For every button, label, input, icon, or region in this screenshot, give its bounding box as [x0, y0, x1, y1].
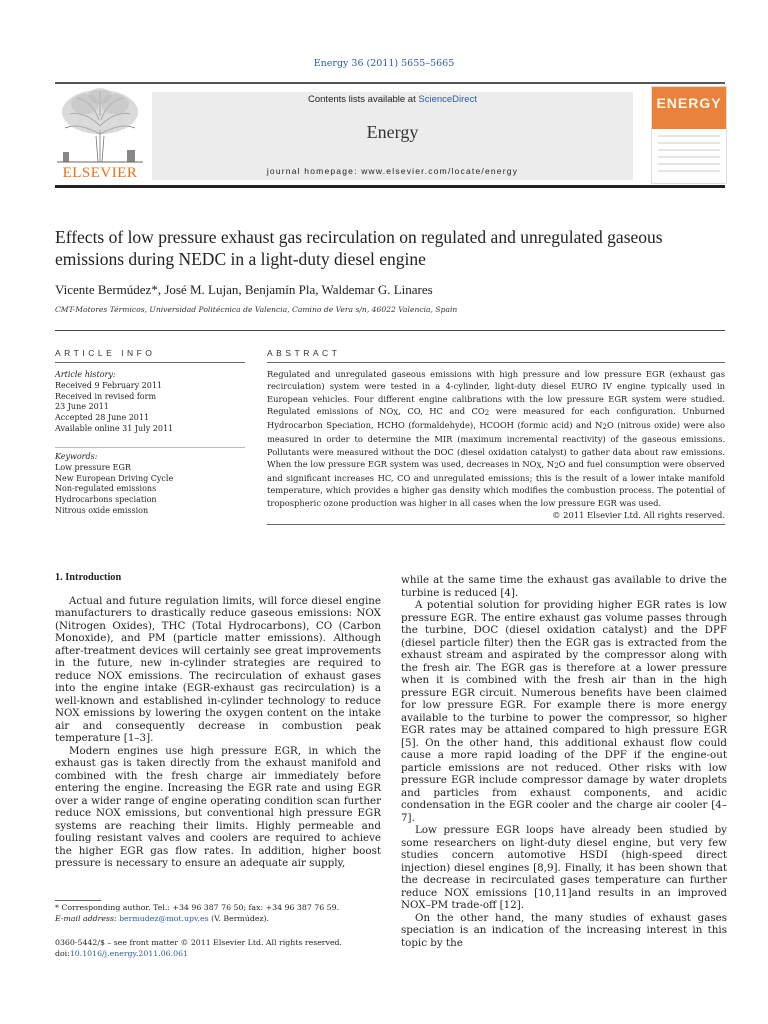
article-authors: Vicente Bermúdez*, José M. Lujan, Benjamín Pla, Waldemar G. Linares: [55, 282, 433, 297]
contents-availability: [152, 94, 633, 105]
footnote-rule: [55, 900, 101, 901]
keyword-item: Hydrocarbons speciation: [55, 495, 157, 505]
keywords: [55, 452, 245, 517]
journal-header-box: [152, 92, 633, 180]
contents-prefix: Contents lists available at: [308, 94, 419, 105]
doi-line: [55, 948, 385, 959]
body-paragraph: A potential solution for providing higher EGR rates is low pressure EGR. The entire exhaust gas volume passes through the turbine, DOC (diesel oxidation catalyst) and the DPF (diesel particle filter) then the EGR gas is extracted from the exhaust stream and aspirated by the compressor along with the fresh air. The EGR gas is therefore at a lower pressure when it is combined with the fresh air than in the high pressure EGR circuit. Numerous benefits have been claimed for low pressure EGR. For example there is more energy available to the turbine to power the compressor, so higher EGR rates may be attained compared to high pressure EGR [5]. On the other hand, this additional exhaust flow could cause a more rapid loading of the DPF if the engine-out particle emissions are not reduced. Other risks with low pressure EGR include compressor damage by water droplets and particles from exhaust components, and acidic condensation in the EGR cooler and the charge air cooler [4–7].: [401, 599, 727, 824]
keyword-item: New European Driving Cycle: [55, 473, 174, 483]
abstract-text: [267, 368, 725, 521]
publisher-logo[interactable]: [55, 86, 145, 182]
keyword-item: Non-regulated emissions: [55, 484, 157, 494]
body-left-column: [55, 572, 381, 870]
article-history: [55, 370, 245, 435]
cover-band: [652, 87, 726, 129]
body-paragraph: while at the same time the exhaust gas available to drive the turbine is reduced [4].: [401, 574, 727, 599]
publisher-logo-text: ELSEVIER: [62, 165, 138, 181]
email-label: E-mail address:: [55, 913, 120, 923]
email-suffix: (V. Bermúdez).: [208, 913, 270, 923]
keyword-item: Nitrous oxide emission: [55, 505, 149, 515]
article-info-heading: ARTICLE INFO: [55, 348, 156, 358]
tree-icon: [55, 86, 145, 164]
author-email-link[interactable]: bermudez@mot.upv.es: [119, 913, 209, 923]
body-right-column: [401, 574, 727, 949]
history-item: Received 9 February 2011: [55, 380, 163, 390]
body-paragraph: Low pressure EGR loops have already been studied by some researchers on light-duty diesel engine, but very few studies concern automotive HSDI (high-speed direct injection) diesel engines [8,9]. Finally, it has been shown that the decrease in recirculated gases temperature can further reduce NOX emissions [10,11]and results in an improved NOX–PM trade-off [12].: [401, 824, 727, 911]
header-bottom-rule: [55, 185, 725, 188]
email-line: [55, 914, 385, 925]
corresponding-author-contact: * Corresponding author. Tel.: +34 96 387 76 50; fax: +34 96 387 76 59.: [55, 903, 340, 912]
history-item: Received in revised form: [55, 391, 157, 401]
body-paragraph: Modern engines use high pressure EGR, in which the exhaust gas is taken directly from the exhaust manifold and combined with the fresh charge air immediately before entering the engine. Increasing the EGR rate and using EGR over a wider range of engine operating condition scan further reduce NOX emissions, but conventional high pressure EGR systems are reaching their limits. Highly permeable and fouling resistant valves and coolers are required to achieve the higher EGR gas flow rates. In addition, higher boost pressure is necessary to ensure an adequate air supply,: [55, 744, 381, 869]
article-history-label: Article history:: [55, 370, 116, 379]
cover-title: ENERGY: [656, 95, 722, 111]
abstract-top-rule: [267, 362, 725, 363]
keywords-divider: [55, 447, 245, 448]
journal-citation-link[interactable]: Energy 36 (2011) 5655–5665: [313, 58, 455, 69]
journal-cover-image[interactable]: [651, 86, 727, 184]
sciencedirect-link[interactable]: ScienceDirect: [418, 94, 477, 105]
history-item: Accepted 28 June 2011: [55, 413, 150, 423]
abstract-bottom-rule: [267, 524, 725, 525]
body-paragraph: Actual and future regulation limits, will force diesel engine manufacturers to drastically reduce gaseous emissions: NOX (Nitrogen Oxides), THC (Total Hydrocarbons), CO (Carbon Monoxide), and PM (particle matter emissions). Although after-treatment devices will certainly see great improvements in the future, new in-cylinder strategies are required to reduce NOX emissions. The recirculation of exhaust gases into the engine intake (EGR-exhaust gas recirculation) is a well-known and established in-cylinder technology to reduce NOX emissions by lowering the oxygen content on the intake air and consequently decrease in combustion peak temperature [1–3].: [55, 594, 381, 744]
article-title: Effects of low pressure exhaust gas recirculation on regulated and unregulated gaseous emissions during NEDC in a light-duty diesel engine: [55, 227, 663, 269]
publication-info: [55, 937, 385, 959]
header-top-rule: [55, 82, 725, 84]
abstract-copyright: © 2011 Elsevier Ltd. All rights reserved.: [552, 509, 725, 520]
corresponding-author-footnote: [55, 903, 385, 924]
section-heading-introduction: 1. Introduction: [55, 572, 122, 583]
doi-link[interactable]: 10.1016/j.energy.2011.06.061: [69, 949, 188, 958]
article-info-rule: [55, 362, 245, 363]
doi-label: doi:: [55, 949, 70, 958]
body-paragraph: On the other hand, the many studies of exhaust gases speciation is an indication of the increasing interest in this topic by the: [401, 911, 727, 949]
history-item: Available online 31 July 2011: [55, 423, 174, 433]
history-item: 23 June 2011: [55, 402, 109, 412]
journal-name: Energy: [366, 122, 419, 142]
keyword-item: Low pressure EGR: [55, 462, 131, 472]
keywords-label: Keywords:: [55, 452, 98, 461]
abstract-body: Regulated and unregulated gaseous emissions with high pressure and low pressure EGR (exhaust gas recirculation) system were tested in a 4-cylinder, light-duty diesel EURO IV engine typically used in European vehicles. Four different engine calibrations with the low pressure EGR system were studied. Regulated emissions of NOX, CO, HC and CO2 were measured for each configuration. Unburned Hydrocarbon Speciation, HCHO (formaldehyde), HCOOH (formic acid) and N2O (nitrous oxide) were also measured in order to determine the MIR (maximum incremental reactivity) of the gaseous emissions. Pollutants were measured without the DOC (diesel oxidation catalyst) to gather data about raw emissions. When the low pressure EGR system was used, decreases in NOX, N2O and fuel consumption were observed and significant increases HC, CO and unregulated emissions; this is the result of a lower intake manifold temperature, which provides a higher gas density which modifies the combustion process. The potential of tropospheric ozone production was higher in all cases when the low pressure EGR was used.: [267, 369, 726, 508]
abstract-heading: ABSTRACT: [267, 348, 341, 358]
cover-decoration: [658, 135, 720, 177]
journal-homepage-link[interactable]: journal homepage: www.elsevier.com/locate/energy: [266, 166, 519, 176]
issn-line: 0360-5442/$ – see front matter © 2011 Elsevier Ltd. All rights reserved.: [55, 938, 343, 947]
affiliation-rule: [55, 330, 725, 331]
article-affiliation: CMT-Motores Térmicos, Universidad Politécnica de Valencia, Camino de Vera s/n, 46022 Valencia, Spain: [55, 305, 458, 314]
